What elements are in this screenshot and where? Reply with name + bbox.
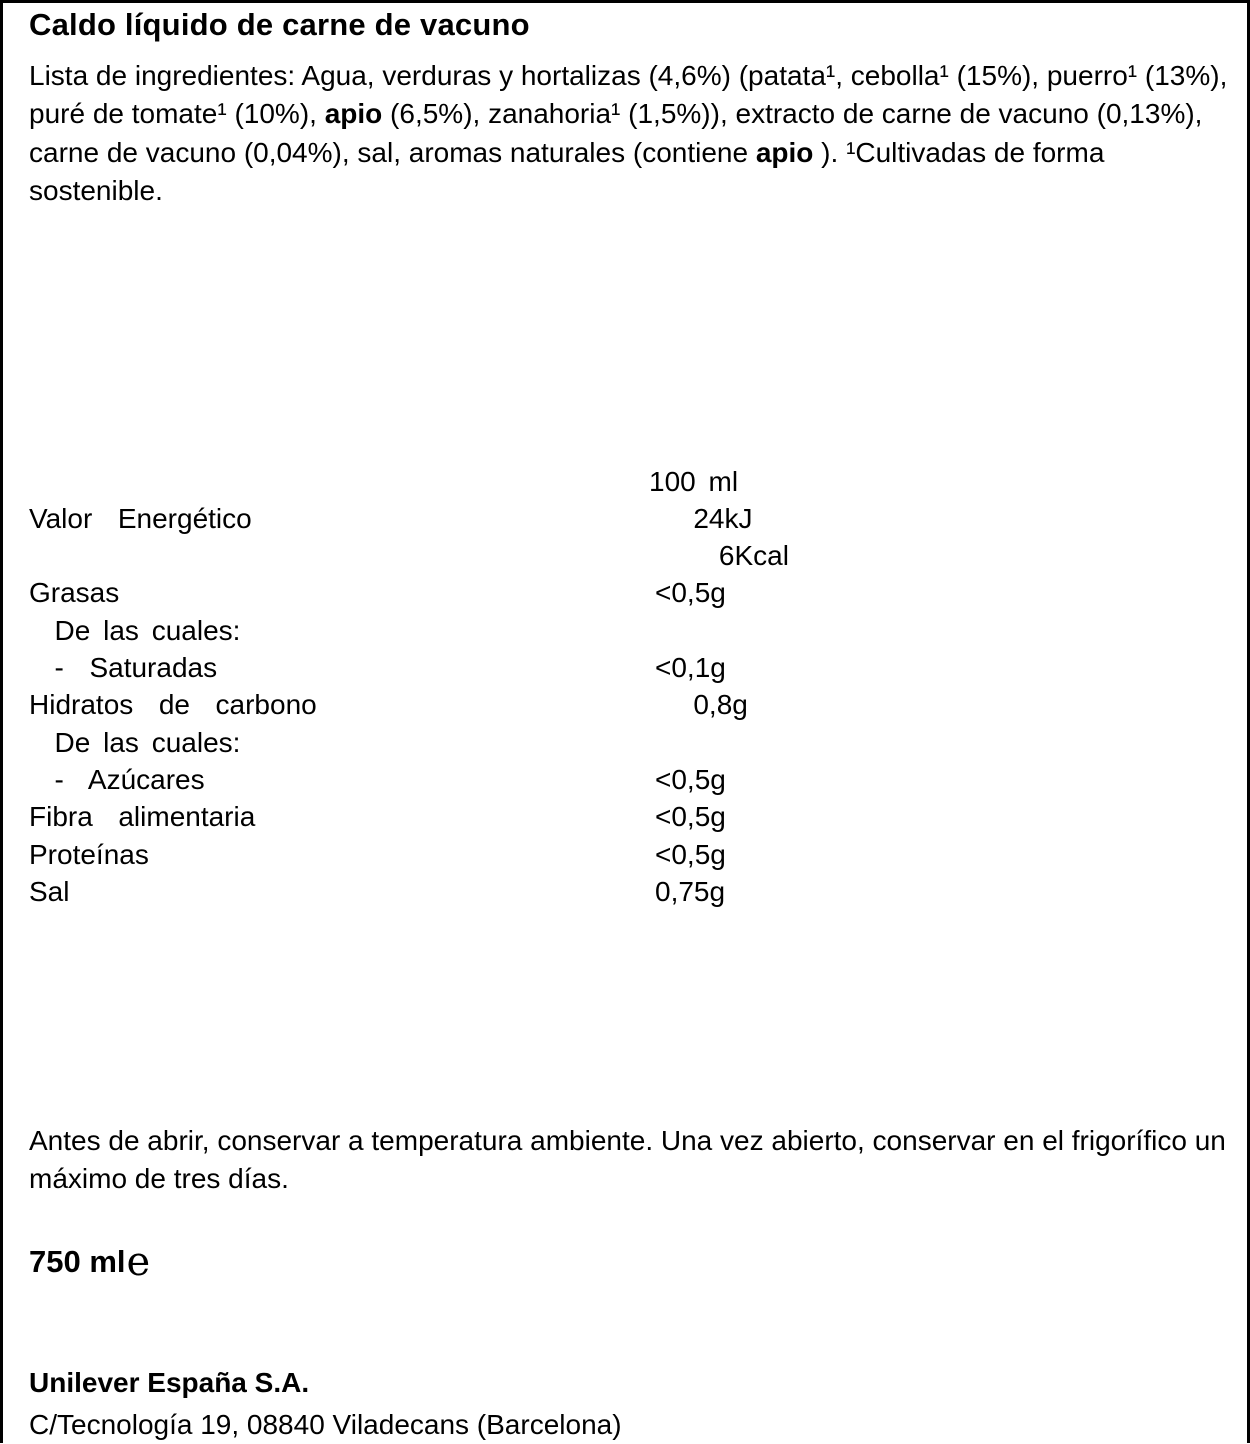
allergen-celery-2: apio [755, 136, 814, 168]
nutrient-value: <0,1g [655, 652, 726, 683]
nutrient-label: - Azúcares [29, 764, 205, 795]
nutrient-label: Fibra alimentaria [29, 801, 256, 832]
nutrient-value: <0,5g [655, 839, 726, 870]
nutrient-value: <0,5g [655, 801, 726, 832]
nutrition-row-energy-kj [29, 500, 929, 538]
nutrient-label: Grasas [29, 577, 120, 608]
nutrition-row-sugars [29, 761, 929, 799]
nutrition-row-energy-kcal [29, 537, 929, 575]
nutrition-row-salt [29, 873, 929, 911]
nutrition-row-fat [29, 574, 929, 612]
ingredients-list [29, 57, 1229, 210]
nutrient-label: Valor Energético [29, 503, 252, 534]
nutrient-label: Proteínas [29, 839, 149, 870]
nutrition-header-row [29, 463, 929, 501]
nutrient-value: <0,5g [655, 577, 726, 608]
storage-instructions: Antes de abrir, conservar a temperatura ambiente. Una vez abierto, conservar en el frigorífico un máximo de tres días. [29, 1125, 1226, 1195]
nutrient-value: 0,75g [655, 876, 726, 907]
estimated-sign-icon: e [126, 1239, 151, 1285]
nutrient-label: - Saturadas [29, 652, 218, 683]
nutrient-value: 24kJ [655, 503, 753, 534]
nutrition-row-protein [29, 836, 929, 874]
nutrition-row-saturated [29, 649, 929, 687]
ingredients-text-3: ). ¹Cultivadas de forma sostenible. [29, 136, 1105, 206]
ingredients-text-2: (6,5%), zanahoria¹ (1,5%)), extracto de carne de vacuno (0,13%), carne de vacuno (0,04%), sal, aromas naturales (contiene [29, 98, 1203, 168]
ingredients-text-1: Lista de ingredientes: Agua, verduras y hortalizas (4,6%) (patata¹, cebolla¹ (15%), puerro¹ (13%), puré de tomate¹ (10%), [29, 60, 1228, 130]
nutrient-value: 6Kcal [655, 540, 789, 571]
product-title: Caldo líquido de carne de vacuno [29, 7, 530, 42]
nutrient-label: De las cuales: [29, 727, 241, 758]
company-address: C/Tecnología 19, 08840 Viladecans (Barcelona) [29, 1409, 622, 1440]
nutrient-value: <0,5g [655, 764, 726, 795]
nutrient-label: Sal [29, 876, 70, 907]
nutrient-value: 0,8g [655, 689, 748, 720]
nutrition-row-fibre [29, 798, 929, 836]
nutrition-row-of-which-carbs [29, 724, 929, 762]
nutrition-row-of-which-fat [29, 612, 929, 650]
net-volume [29, 1240, 150, 1284]
allergen-celery-1: apio [324, 98, 383, 130]
nutrition-row-carbohydrates [29, 686, 929, 724]
nutrition-header: 100 ml [649, 466, 739, 497]
nutrient-label: De las cuales: [29, 615, 241, 646]
nutrient-label: Hidratos de carbono [29, 689, 317, 720]
company-name: Unilever España S.A. [29, 1367, 310, 1398]
net-volume-value: 750 ml [29, 1244, 126, 1279]
